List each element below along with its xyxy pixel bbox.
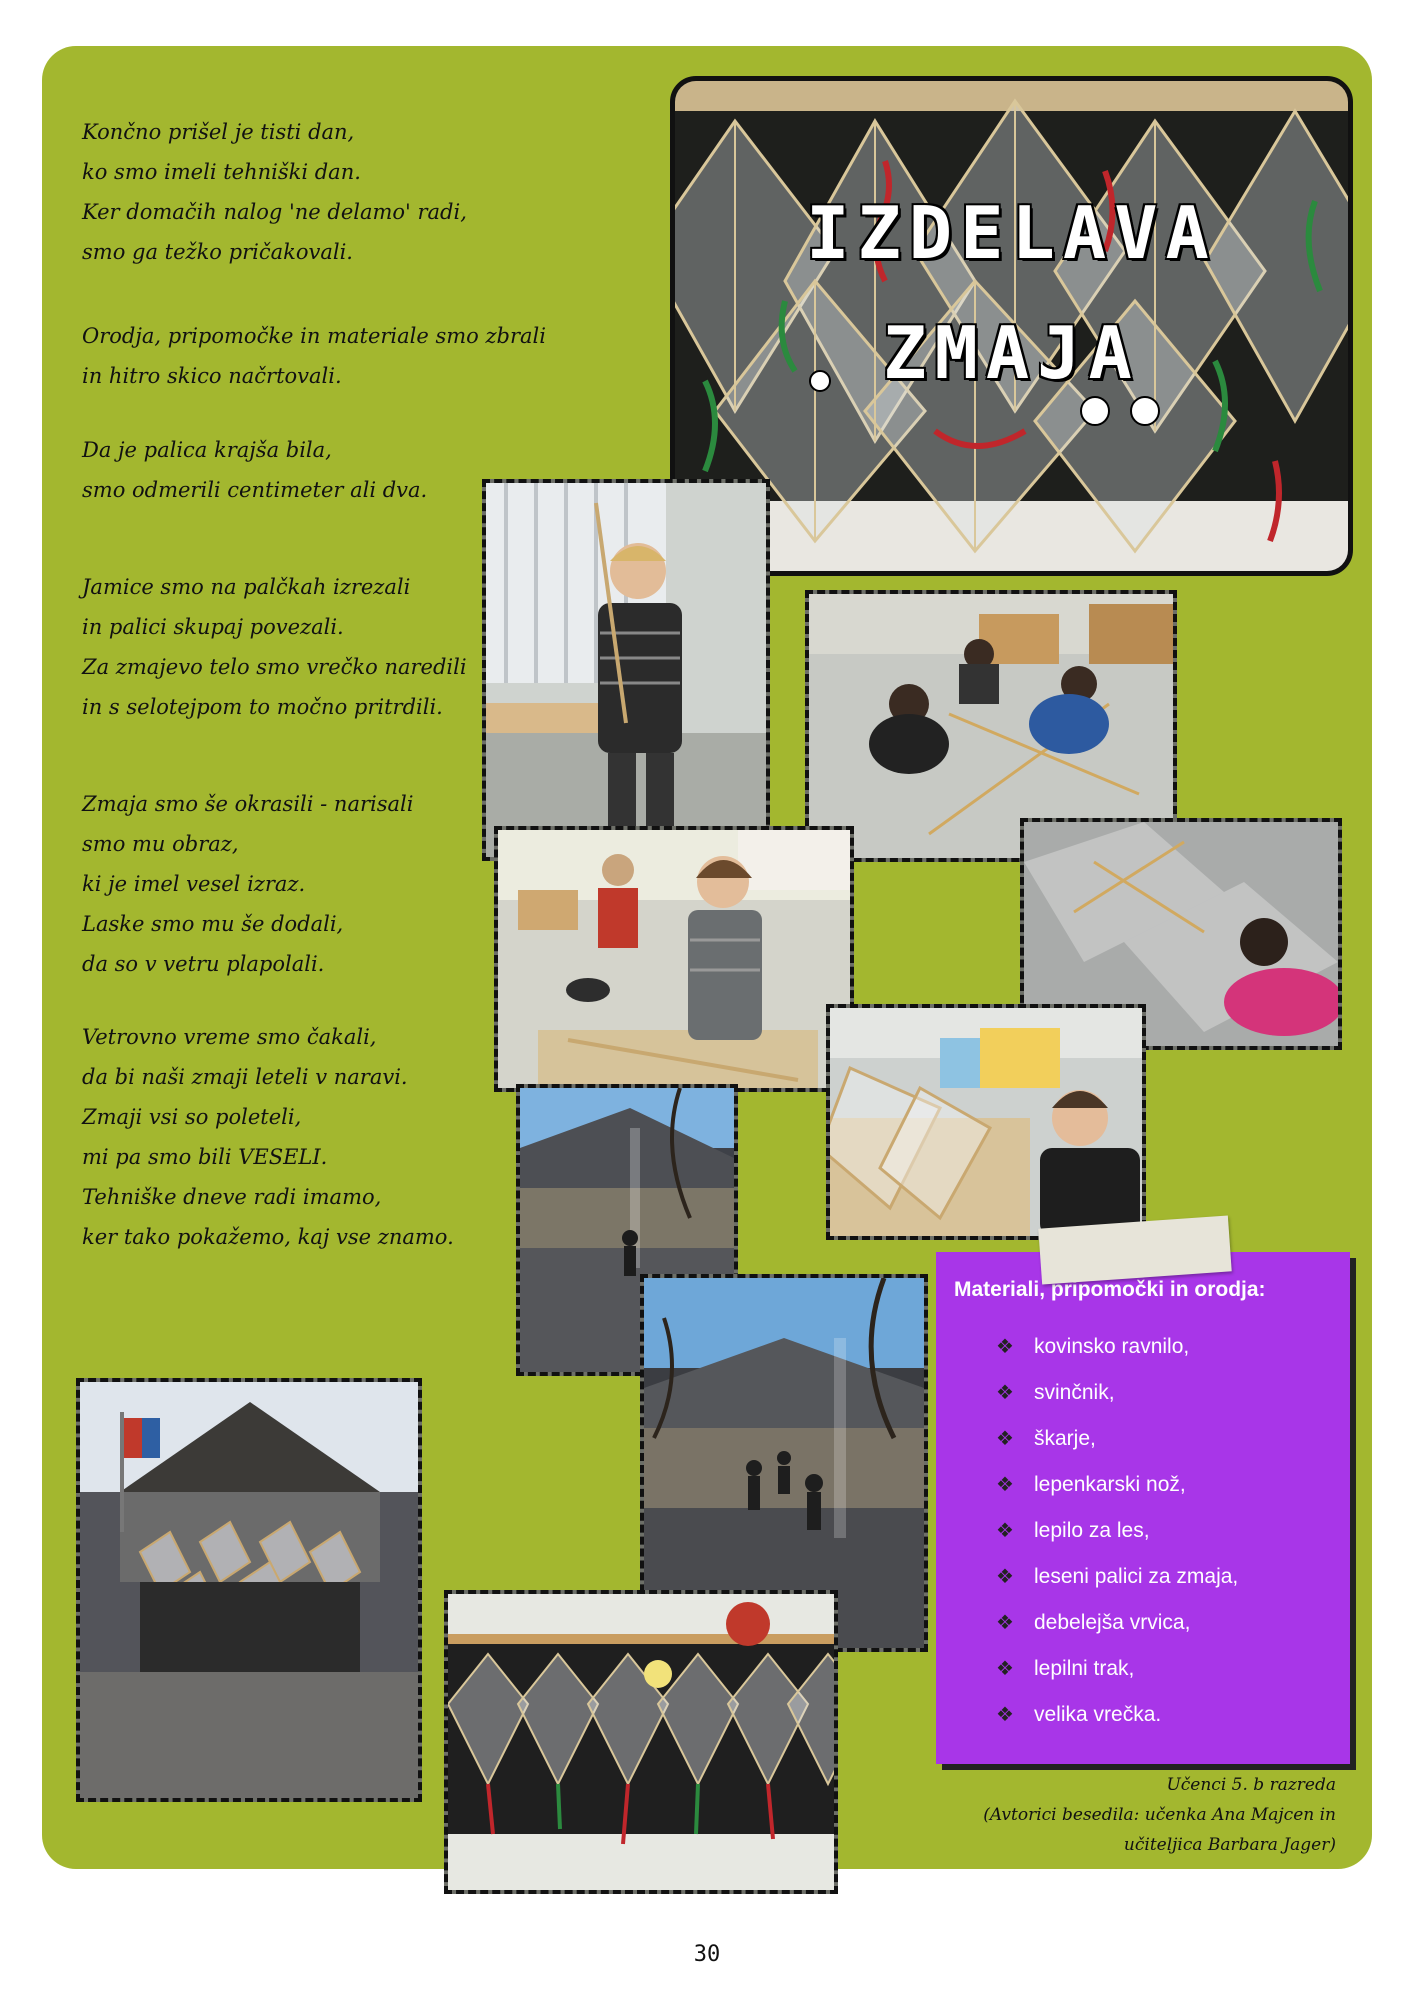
poem-line: Vetrovno vreme smo čakali,: [82, 1025, 377, 1049]
list-item-label: lepilo za les,: [1034, 1519, 1150, 1542]
bullet-icon: ❖: [996, 1382, 1014, 1404]
classroom-table-photo: [498, 830, 850, 1088]
list-item: [996, 1600, 1238, 1646]
list-item-label: kovinsko ravnilo,: [1034, 1335, 1190, 1358]
photo-boy-tying-kite: [826, 1004, 1146, 1240]
list-item: [996, 1416, 1238, 1462]
poem-line: Da je palica krajša bila,: [82, 438, 332, 462]
poem-line: Laske smo mu še dodali,: [82, 912, 344, 936]
poem-line: Tehniške dneve radi imamo,: [82, 1185, 382, 1209]
materials-list: [996, 1324, 1238, 1738]
classroom-photo: [486, 483, 766, 857]
list-item-label: svinčnik,: [1034, 1381, 1115, 1404]
materials-box: [936, 1252, 1350, 1764]
list-item-label: leseni palici za zmaja,: [1034, 1565, 1239, 1588]
poem-stanza: [82, 112, 467, 272]
poem-line: ker tako pokažemo, kaj vse znamo.: [82, 1225, 454, 1249]
poem-line: Jamice smo na palčkah izrezali: [82, 575, 411, 599]
bullet-icon: ❖: [996, 1428, 1014, 1450]
kite-making-photo: [830, 1008, 1142, 1236]
list-item: [996, 1554, 1238, 1600]
hero-title-line2: ZMAJA: [883, 311, 1140, 395]
photo-boy-at-table: [494, 826, 854, 1092]
poem-line: da bi naši zmaji leteli v naravi.: [82, 1065, 408, 1089]
bullet-icon: ❖: [996, 1520, 1014, 1542]
materials-title: Materiali, pripomočki in orodja:: [954, 1278, 1266, 1301]
hero-title-line1: IZDELAVA: [806, 191, 1217, 275]
poem-line: ki je imel vesel izraz.: [82, 872, 306, 896]
group-photo: [80, 1382, 418, 1798]
bullet-icon: ❖: [996, 1704, 1014, 1726]
poem-line: Orodja, pripomočke in materiale smo zbrali: [82, 324, 546, 348]
bullet-icon: ❖: [996, 1474, 1014, 1496]
poem-line: Končno prišel je tisti dan,: [82, 120, 355, 144]
bullet-icon: ❖: [996, 1566, 1014, 1588]
credits-teacher: učiteljica Barbara Jager): [1123, 1835, 1336, 1855]
poem-stanza: [82, 316, 546, 396]
hero-kites-photo: [670, 76, 1353, 576]
poem-line: ko smo imeli tehniški dan.: [82, 160, 361, 184]
kites-wall-photo: [448, 1594, 834, 1890]
credits-authors: (Avtorici besedila: učenka Ana Majcen in: [983, 1805, 1336, 1825]
bullet-icon: ❖: [996, 1612, 1014, 1634]
list-item-label: lepilni trak,: [1034, 1657, 1135, 1680]
photo-class-group-with-kites: [76, 1378, 422, 1802]
bullet-icon: ❖: [996, 1658, 1014, 1680]
poem-stanza: [82, 1017, 454, 1257]
list-item: [996, 1508, 1238, 1554]
bullet-icon: ❖: [996, 1336, 1014, 1358]
photo-boy-holding-stick: [482, 479, 770, 861]
poem-stanza: [82, 784, 413, 984]
list-item: [996, 1646, 1238, 1692]
list-item: [996, 1692, 1238, 1738]
poem-line: in hitro skico načrtovali.: [82, 364, 342, 388]
poem-stanza: [82, 430, 427, 510]
poem-line: smo odmerili centimeter ali dva.: [82, 478, 428, 502]
poem-line: in s selotejpom to močno pritrdili.: [82, 695, 443, 719]
list-item: [996, 1462, 1238, 1508]
poem-line: mi pa smo bili VESELI.: [82, 1145, 328, 1169]
credits-class: Učenci 5. b razreda: [1166, 1775, 1336, 1795]
credits: [983, 1770, 1336, 1860]
list-item-label: škarje,: [1034, 1427, 1096, 1450]
list-item-label: debelejša vrvica,: [1034, 1611, 1191, 1634]
list-item-label: lepenkarski nož,: [1034, 1473, 1186, 1496]
poem-line: smo mu obraz,: [82, 832, 239, 856]
page-number: 30: [693, 1942, 721, 1967]
list-item: [996, 1324, 1238, 1370]
poem-line: Za zmajevo telo smo vrečko naredili: [82, 655, 467, 679]
poem-line: in palici skupaj povezali.: [82, 615, 344, 639]
poem-stanza: [82, 567, 467, 727]
poem-line: da so v vetru plapolali.: [82, 952, 325, 976]
poem-line: Zmaja smo še okrasili - narisali: [82, 792, 414, 816]
list-item: [996, 1370, 1238, 1416]
list-item-label: velika vrečka.: [1034, 1703, 1162, 1726]
poem-line: smo ga težko pričakovali.: [82, 240, 353, 264]
poem-line: Zmaji vsi so poleteli,: [82, 1105, 302, 1129]
poem-line: Ker domačih nalog 'ne delamo' radi,: [82, 200, 467, 224]
photo-kites-on-wall: [444, 1590, 838, 1894]
